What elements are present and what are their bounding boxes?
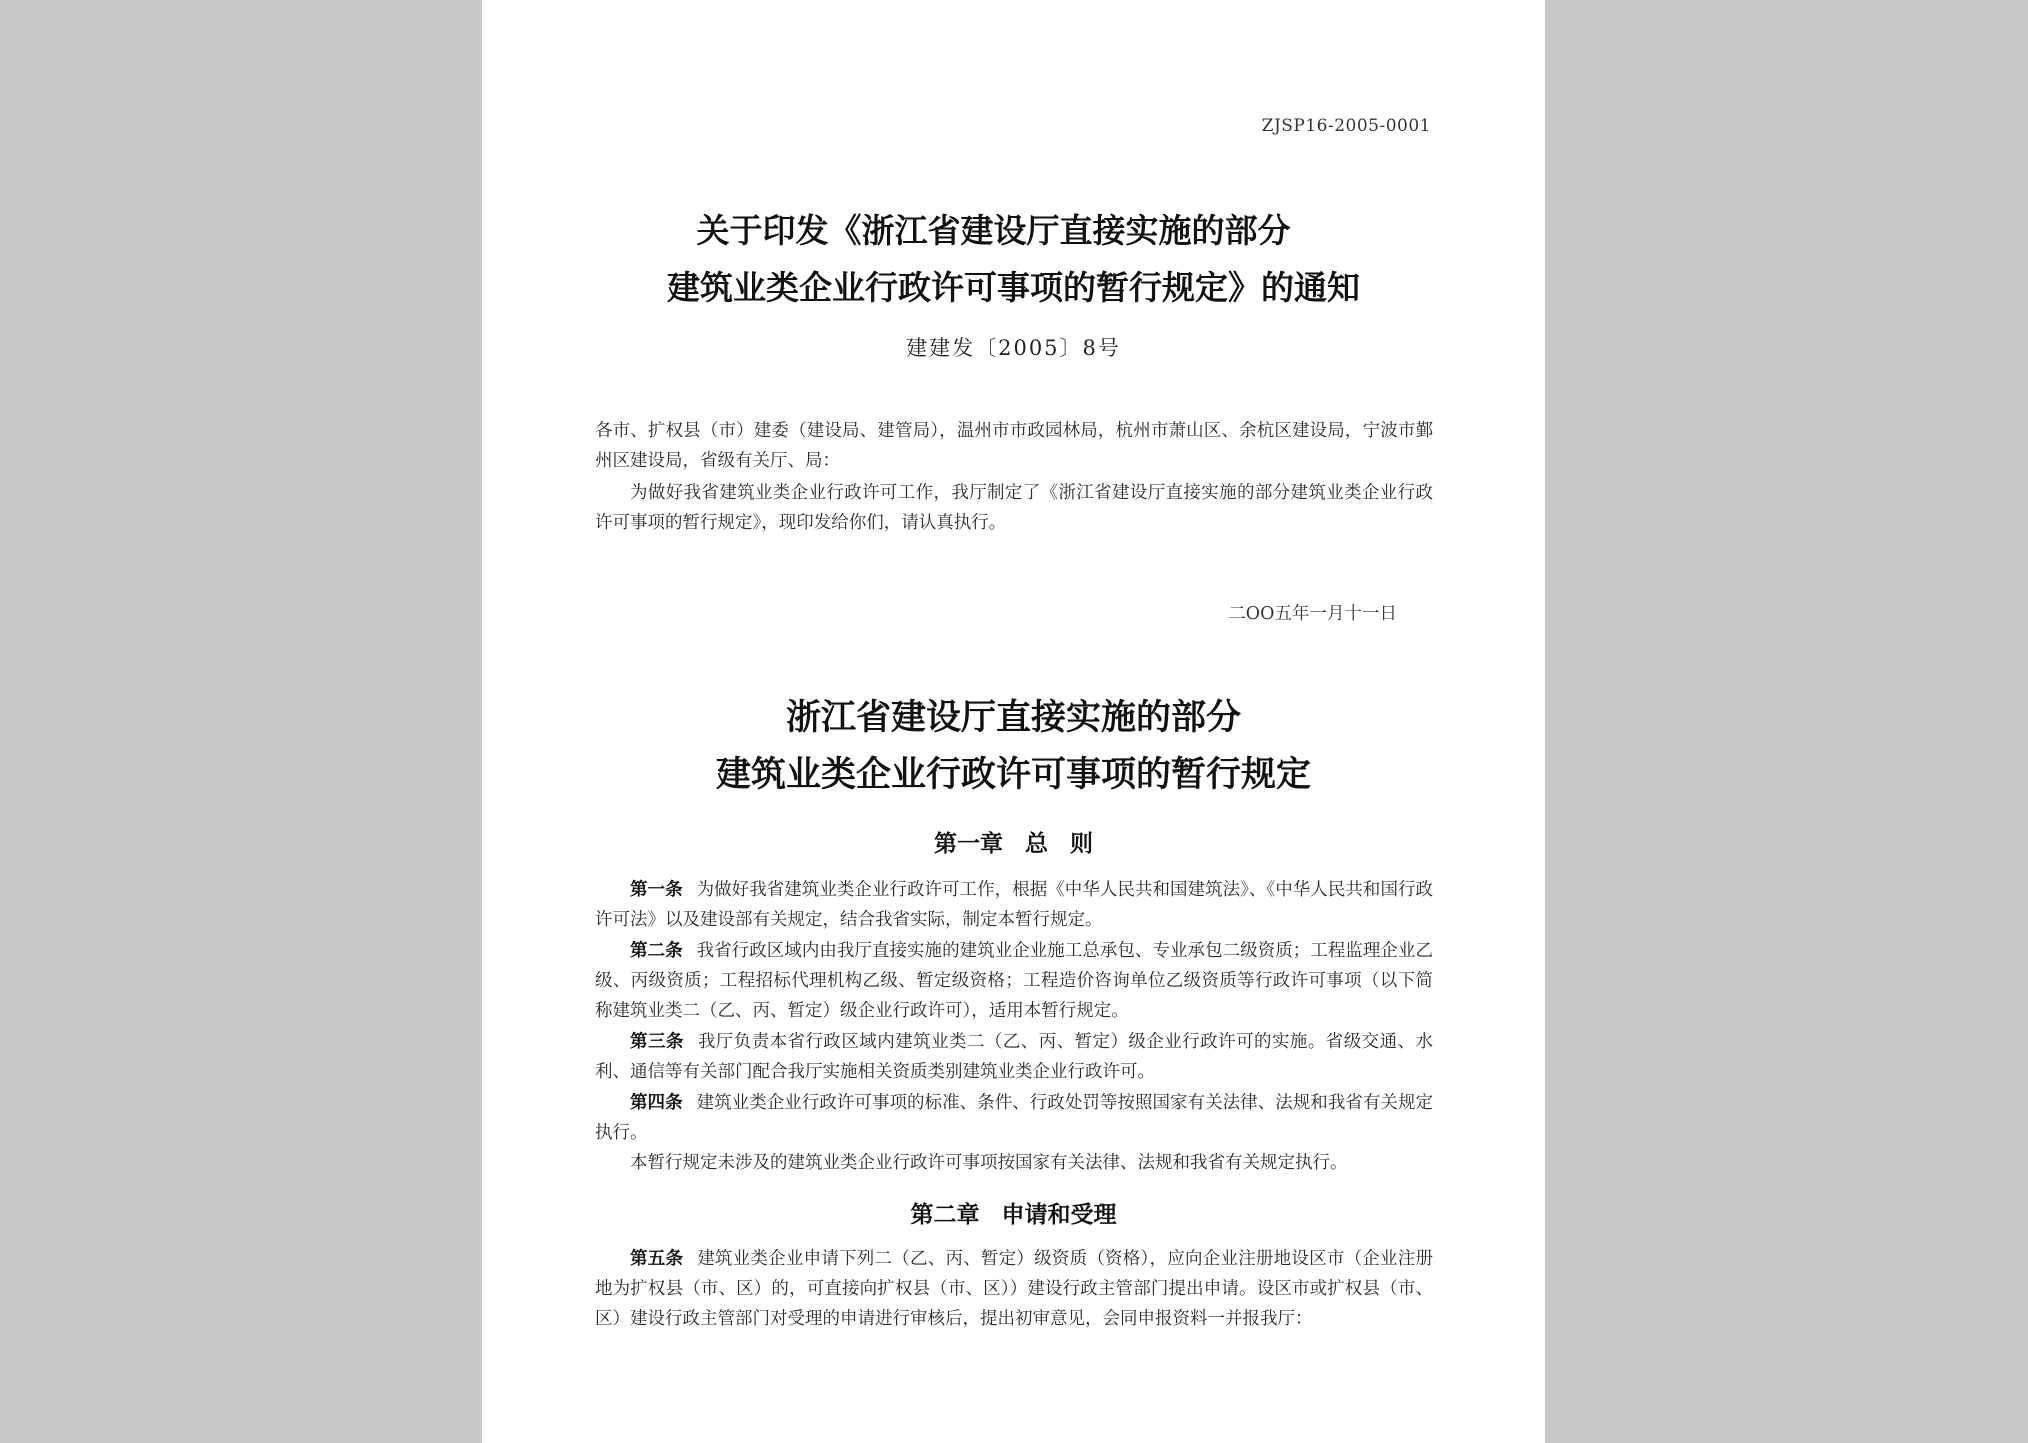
document-code: ZJSP16-2005-0001 [1261,116,1431,136]
notice-body: 为做好我省建筑业类企业行政许可工作，我厅制定了《浙江省建设厅直接实施的部分建筑业类企业行政许可事项的暂行规定》，现印发给你们，请认真执行。 [595,483,1433,533]
article-1 [595,875,1433,935]
article-label: 第四条 [630,1093,683,1113]
regulation-title [482,690,1545,804]
notice-addressee: 各市、扩权县（市）建委（建设局、建管局），温州市市政园林局，杭州市萧山区、余杭区建设局，宁波市鄞州区建设局，省级有关厅、局： [595,421,1433,471]
chapter-heading-2: 第二章 申请和受理 [910,1202,1117,1228]
article-4-supplement [595,1148,1433,1178]
chapter-heading-1: 第一章 总 则 [933,831,1093,857]
document-number: 建建发〔2005〕8号 [906,336,1121,360]
regulation-title-line1: 浙江省建设厅直接实施的部分 [785,698,1241,738]
article-label: 第一条 [630,880,683,900]
article-label: 第三条 [630,1032,684,1052]
article-label: 第二条 [630,941,683,961]
regulation-title-line2: 建筑业类企业行政许可事项的暂行规定 [715,755,1311,795]
notice-date: 二OO五年一月十一日 [1228,604,1397,624]
article-5 [595,1244,1433,1334]
article-4 [595,1088,1433,1148]
notice-title-line2: 建筑业类企业行政许可事项的暂行规定》的通知 [667,268,1360,307]
notice-title-line1: 关于印发《浙江省建设厅直接实施的部分 [696,211,1291,250]
article-label: 第五条 [630,1249,684,1269]
article-3 [595,1027,1433,1087]
article-text: 建筑业类企业申请下列二（乙、丙、暂定）级资质（资格），应向企业注册地设区市（企业注册地为扩权县（市、区）的，可直接向扩权县（市、区））建设行政主管部门提出申请。设区市或扩权县（市、区）建设行政主管部门对受理的申请进行审核后，提出初审意见，会同申报资料一并报我厅： [595,1249,1434,1329]
article-text: 建筑业类企业行政许可事项的标准、条件、行政处罚等按照国家有关法律、法规和我省有关规定执行。 [595,1093,1434,1143]
article-text: 我省行政区域内由我厅直接实施的建筑业企业施工总承包、专业承包二级资质；工程监理企业乙级、丙级资质；工程招标代理机构乙级、暂定级资格；工程造价咨询单位乙级资质等行政许可事项（以下简称建筑业类二（乙、丙、暂定）级企业行政许可），适用本暂行规定。 [595,941,1434,1021]
article-text: 本暂行规定未涉及的建筑业类企业行政许可事项按国家有关法律、法规和我省有关规定执行。 [630,1153,1348,1173]
notice-title [482,202,1545,316]
article-2 [595,936,1433,1026]
article-text: 我厅负责本省行政区域内建筑业类二（乙、丙、暂定）级企业行政许可的实施。省级交通、水利、通信等有关部门配合我厅实施相关资质类别建筑业类企业行政许可。 [595,1032,1433,1082]
article-text: 为做好我省建筑业类企业行政许可工作，根据《中华人民共和国建筑法》、《中华人民共和国行政许可法》以及建设部有关规定，结合我省实际，制定本暂行规定。 [595,880,1434,930]
document-page [482,0,1545,1443]
